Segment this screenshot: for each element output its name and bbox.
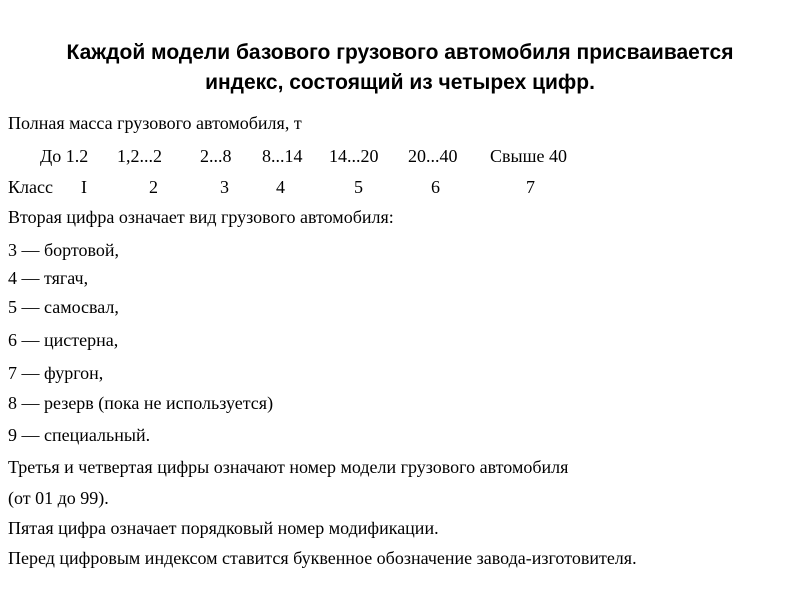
class-cell: I [81,177,87,197]
class-cell: 2 [149,177,158,197]
class-label: Класс [8,177,53,197]
mass-range-cell: До 1.2 [40,146,89,166]
class-cell: 7 [526,177,535,197]
mass-range-cell: 8...14 [262,146,303,166]
list-item: 6 — цистерна, [8,330,119,350]
types-heading: Вторая цифра означает вид грузового автомобиля: [8,207,394,227]
third-fourth-digit-note: Третья и четвертая цифры означают номер модели грузового автомобиля [8,457,569,477]
list-item: 8 — резерв (пока не используется) [8,393,274,413]
list-item: 4 — тягач, [8,268,89,288]
mass-range-cell: Свыше 40 [490,146,567,166]
class-cell: 4 [276,177,285,197]
list-item: 9 — специальный. [8,425,151,445]
mass-range-cell: 1,2...2 [117,146,162,166]
mass-range-cell: 20...40 [408,146,458,166]
class-cell: 3 [220,177,229,197]
list-item: 5 — самосвал, [8,297,119,317]
mass-range-cell: 2...8 [200,146,232,166]
mass-table-heading: Полная масса грузового автомобиля, т [8,113,302,133]
manufacturer-prefix-note: Перед цифровым индексом ставится буквенное обозначение завода-изготовителя. [8,548,637,568]
fifth-digit-note: Пятая цифра означает порядковый номер модификации. [8,518,439,538]
class-cell: 5 [354,177,363,197]
mass-range-cell: 14...20 [329,146,379,166]
class-cell: 6 [431,177,440,197]
slide-title [10,38,790,98]
list-item: 3 — бортовой, [8,240,120,260]
slide-title-line-1: Каждой модели базового грузового автомобиля присваивается [66,41,734,64]
list-item: 7 — фургон, [8,363,104,383]
slide-title-line-2: индекс, состоящий из четырех цифр. [205,71,595,94]
third-fourth-digit-range: (от 01 до 99). [8,488,109,508]
